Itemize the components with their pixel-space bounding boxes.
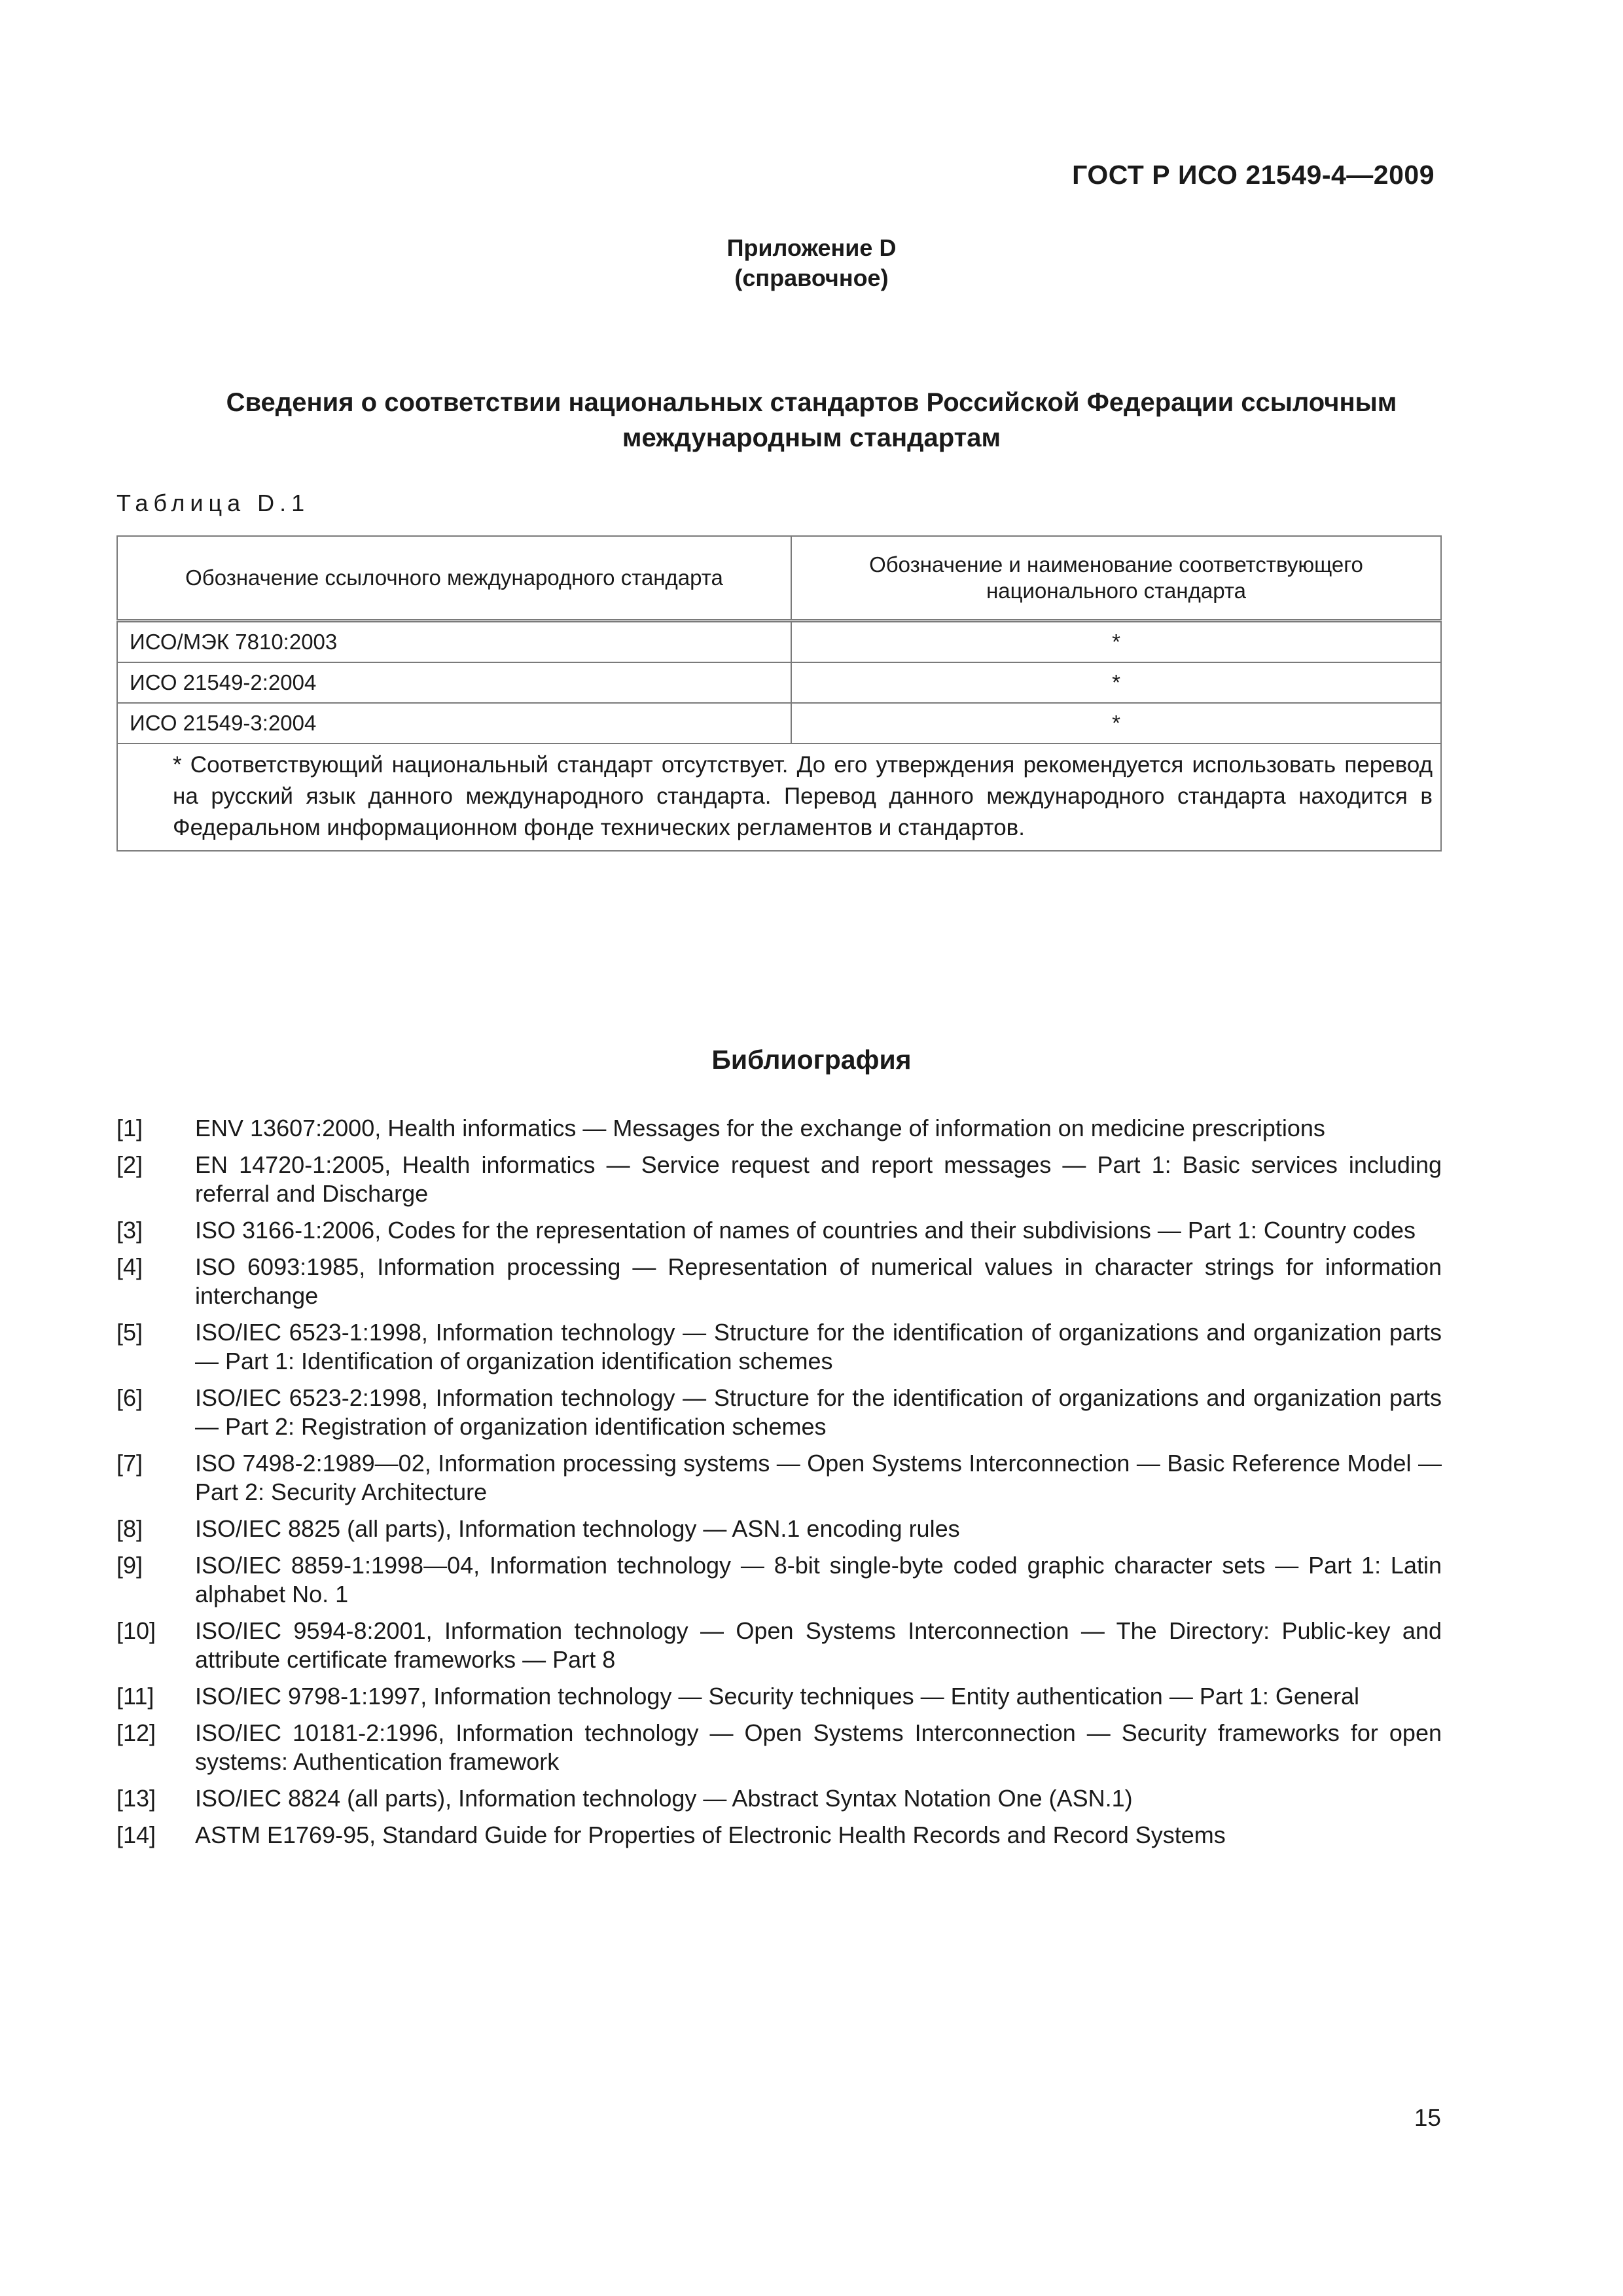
bib-number: [4] bbox=[116, 1253, 143, 1280]
annex-title: Приложение D bbox=[726, 234, 897, 261]
bib-number: [1] bbox=[116, 1115, 143, 1141]
section-title: Сведения о соответствии национальных стандартов Российской Федерации ссылочным международным стандартам bbox=[226, 388, 1397, 452]
bib-text: ISO/IEC 8859-1:1998—04, Information technology — 8-bit single-byte coded graphic character sets — Part 1: Latin alphabet No. 1 bbox=[195, 1552, 1442, 1607]
list-item bbox=[116, 1318, 1442, 1376]
bib-text: ISO/IEC 8824 (all parts), Information technology — Abstract Syntax Notation One (ASN.1) bbox=[195, 1785, 1133, 1812]
cell-national-standard: * bbox=[791, 621, 1441, 663]
bib-number: [3] bbox=[116, 1217, 143, 1244]
table-row bbox=[117, 662, 1441, 703]
bibliography-title: Библиография bbox=[711, 1045, 912, 1075]
list-item bbox=[116, 1682, 1442, 1711]
bib-text: ISO/IEC 8825 (all parts), Information technology — ASN.1 encoding rules bbox=[195, 1515, 960, 1542]
list-item bbox=[116, 1719, 1442, 1776]
list-item bbox=[116, 1216, 1442, 1245]
bib-number: [7] bbox=[116, 1450, 143, 1477]
table-row bbox=[117, 621, 1441, 663]
bib-number: [9] bbox=[116, 1552, 143, 1579]
cell-international-standard: ИСО 21549-2:2004 bbox=[117, 662, 791, 703]
bib-text: ISO/IEC 9594-8:2001, Information technology — Open Systems Interconnection — The Directory: Public-key and attribute certificate frameworks — Part 8 bbox=[195, 1617, 1442, 1673]
cell-international-standard: ИСО 21549-3:2004 bbox=[117, 703, 791, 744]
bib-text: ISO 3166-1:2006, Codes for the representation of names of countries and their subdivisions — Part 1: Country codes bbox=[195, 1217, 1416, 1244]
bib-text: ISO 7498-2:1989—02, Information processing systems — Open Systems Interconnection — Basic Reference Model — Part 2: Security Architecture bbox=[195, 1450, 1442, 1505]
bib-text: ISO/IEC 9798-1:1997, Information technology — Security techniques — Entity authentication — Part 1: General bbox=[195, 1683, 1359, 1710]
bib-number: [12] bbox=[116, 1719, 156, 1746]
header-international-standard: Обозначение ссылочного международного стандарта bbox=[117, 536, 791, 621]
list-item bbox=[116, 1253, 1442, 1310]
list-item bbox=[116, 1821, 1442, 1850]
list-item bbox=[116, 1617, 1442, 1674]
annex-type: (справочное) bbox=[734, 264, 889, 291]
bib-text: ASTM E1769-95, Standard Guide for Properties of Electronic Health Records and Record Systems bbox=[195, 1821, 1226, 1848]
bib-number: [13] bbox=[116, 1785, 156, 1812]
list-item bbox=[116, 1151, 1442, 1208]
list-item bbox=[116, 1114, 1442, 1143]
correspondence-table bbox=[116, 535, 1442, 852]
header-national-standard: Обозначение и наименование соответствующего национального стандарта bbox=[791, 536, 1441, 621]
annex-heading bbox=[0, 233, 1623, 293]
bibliography-list bbox=[116, 1114, 1442, 1857]
bib-number: [2] bbox=[116, 1151, 143, 1178]
bib-number: [11] bbox=[116, 1683, 154, 1710]
list-item bbox=[116, 1784, 1442, 1813]
document-code: ГОСТ Р ИСО 21549-4—2009 bbox=[1072, 160, 1435, 190]
bib-number: [6] bbox=[116, 1384, 143, 1411]
bib-number: [10] bbox=[116, 1617, 156, 1644]
table-note bbox=[117, 744, 1441, 851]
cell-national-standard: * bbox=[791, 703, 1441, 744]
cell-national-standard: * bbox=[791, 662, 1441, 703]
table-caption: Таблица D.1 bbox=[116, 490, 310, 516]
list-item bbox=[116, 1449, 1442, 1507]
table-row bbox=[117, 703, 1441, 744]
table-note-row bbox=[117, 744, 1441, 851]
list-item bbox=[116, 1384, 1442, 1441]
bib-number: [5] bbox=[116, 1319, 143, 1346]
bib-text: ISO/IEC 6523-2:1998, Information technology — Structure for the identification of organizations and organization parts — Part 2: Registration of organization identification schemes bbox=[195, 1384, 1442, 1440]
bib-text: EN 14720-1:2005, Health informatics — Service request and report messages — Part 1: Basic services including referral and Discharge bbox=[195, 1151, 1442, 1207]
table-header-row bbox=[117, 536, 1441, 621]
bib-text: ISO/IEC 10181-2:1996, Information technology — Open Systems Interconnection — Security frameworks for open systems: Authentication framework bbox=[195, 1719, 1442, 1775]
bib-text: ISO/IEC 6523-1:1998, Information technology — Structure for the identification of organizations and organization parts — Part 1: Identification of organization identification schemes bbox=[195, 1319, 1442, 1374]
bib-text: ENV 13607:2000, Health informatics — Messages for the exchange of information on medicine prescriptions bbox=[195, 1115, 1325, 1141]
bib-text: ISO 6093:1985, Information processing — Representation of numerical values in character strings for information interchange bbox=[195, 1253, 1442, 1309]
bib-number: [14] bbox=[116, 1821, 156, 1848]
bib-number: [8] bbox=[116, 1515, 143, 1542]
cell-international-standard: ИСО/МЭК 7810:2003 bbox=[117, 621, 791, 663]
page-number: 15 bbox=[1414, 2104, 1441, 2131]
list-item bbox=[116, 1515, 1442, 1543]
list-item bbox=[116, 1551, 1442, 1609]
table-note-text: * Соответствующий национальный стандарт отсутствует. До его утверждения рекомендуется использовать перевод на русский язык данного международного стандарта. Перевод данного международного стандарта находится в Федеральном информационном фонде технических регламентов и стандартов. bbox=[173, 752, 1433, 840]
